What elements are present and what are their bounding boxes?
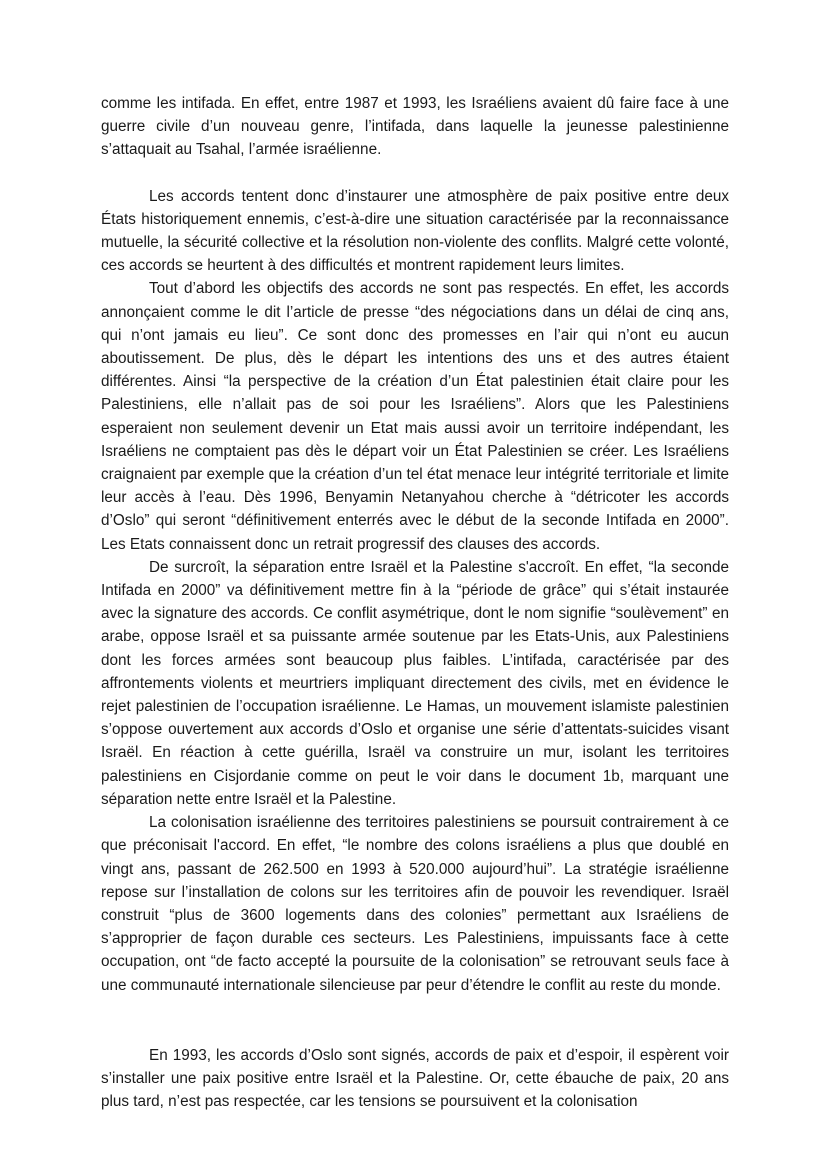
- paragraph-conclusion: En 1993, les accords d’Oslo sont signés, accords de paix et d’espoir, il espèrent voir s’installer une paix positive entre Israël et la Palestine. Or, cette ébauche de paix, 20 ans plus tard, n’est pas respectée, car les tensions se poursuivent et la colonisation: [101, 1046, 729, 1111]
- paragraph-colonisation: La colonisation israélienne des territoires palestiniens se poursuit contrairement à ce que préconisait l'accord. En effet, “le nombre des colons israéliens a plus que doublé en vingt ans, passant de 262.500 en 1993 à 520.000 aujourd’hui”. La stratégie israélienne repose sur l’installation de colons sur les territoires afin de pouvoir les revendiquer. Israël construit “plus de 3600 logements dans des colonies” permettant aux Israéliens de s’approprier de façon durable ces secteurs. Les Palestiniens, impuissants face à cette occupation, ont “de facto accepté la poursuite de la colonisation” se retrouvant seuls face à une communauté internationale silencieuse par peur d’étendre le conflit au reste du monde.: [101, 814, 729, 994]
- paragraph-separation: De surcroît, la séparation entre Israël et la Palestine s'accroît. En effet, “la seconde Intifada en 2000” va définitivement mettre fin à la “période de grâce” qui s’était instaurée avec la signature des accords. Ce conflit asymétrique, dont le nom signifie “soulèvement” en arabe, oppose Israël et sa puissante armée soutenue par les Etats-Unis, aux Palestiniens dont les forces armées sont beaucoup plus faibles. L’intifada, caractérisée par des affrontements violents et meurtriers impliquant directement des civils, met en évidence le rejet palestinien de l’occupation israélienne. Le Hamas, un mouvement islamiste palestinien s’oppose ouvertement aux accords d’Oslo et organise une série d’attentats-suicides visant Israël. En réaction à cette guérilla, Israël va construire un mur, isolant les territoires palestiniens en Cisjordanie comme on peut le voir dans le document 1b, marquant une séparation nette entre Israël et la Palestine.: [101, 558, 729, 808]
- document-page: [101, 92, 729, 1113]
- paragraph-objectives-not-respected: Tout d’abord les objectifs des accords ne sont pas respectés. En effet, les accords annonçaient comme le dit l’article de presse “des négociations dans un délai de cinq ans, qui n’ont jamais eu lieu”. Ce sont donc des promesses en l’air qui n’ont eu aucun aboutissement. De plus, dès le départ les intentions des uns et des autres étaient différentes. Ainsi “la perspective de la création d’un État palestinien était claire pour les Palestiniens, elle n’allait pas de soi pour les Israéliens”. Alors que les Palestiniens esperaient non seulement devenir un Etat mais aussi avoir un territoire indépendant, les Israéliens ne comptaient pas dès le départ voir un État Palestinien se créer. Les Israéliens craignaient par exemple que la création d’un tel état menace leur intégrité territoriale et limite leur accès à l’eau. Dès 1996, Benyamin Netanyahou cherche à “détricoter les accords d’Oslo” qui seront “définitivement enterrés avec le début de la seconde Intifada en 2000”. Les Etats connaissent donc un retrait progressif des clauses des accords.: [101, 280, 729, 553]
- paragraph-accords-intro: Les accords tentent donc d’instaurer une atmosphère de paix positive entre deux États historiquement ennemis, c’est-à-dire une situation caractérisée par la reconnaissance mutuelle, la sécurité collective et la résolution non-violente des conflits. Malgré cette volonté, ces accords se heurtent à des difficultés et montrent rapidement leurs limites.: [101, 187, 729, 275]
- paragraph-intifada-context: comme les intifada. En effet, entre 1987 et 1993, les Israéliens avaient dû faire face à une guerre civile d’un nouveau genre, l’intifada, dans laquelle la jeunesse palestinienne s’attaquait au Tsahal, l’armée israélienne.: [101, 95, 729, 159]
